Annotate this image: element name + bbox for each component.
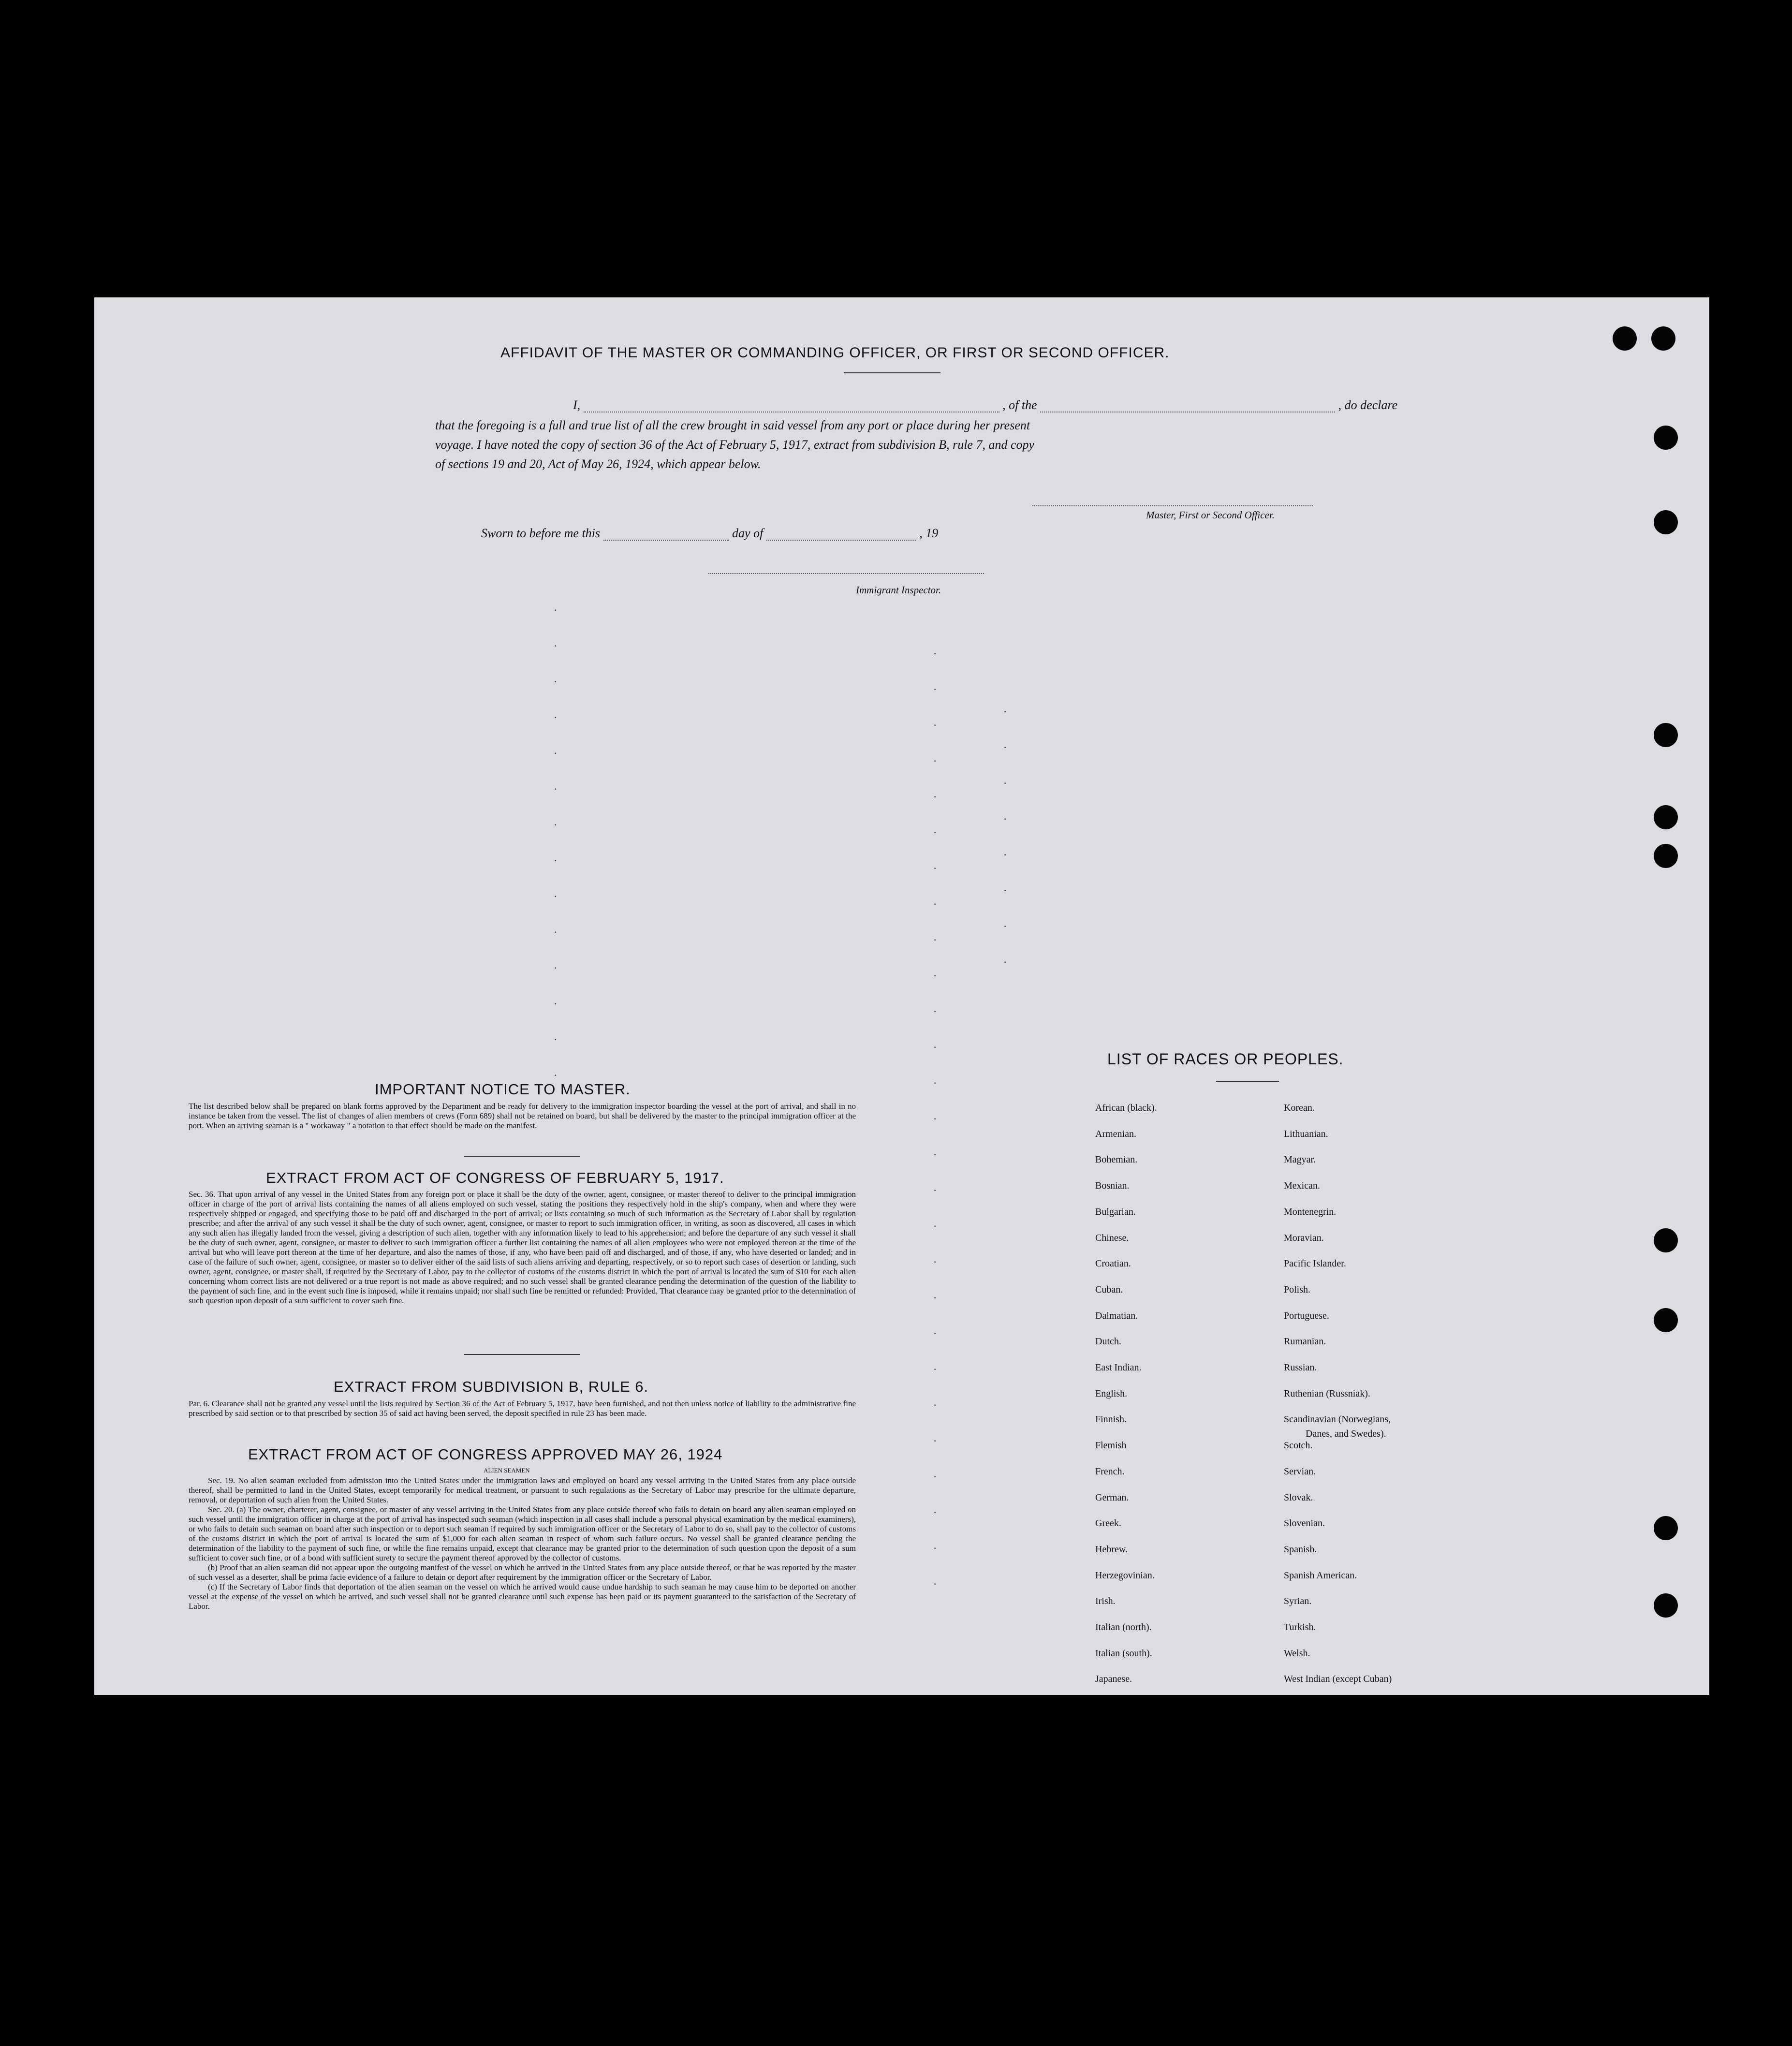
races-divider (1216, 1081, 1279, 1082)
extract-1924-sec20b: (b) Proof that an alien seaman did not appear upon the outgoing manifest of the vessel on which he arrived in the United States from any place outside thereof, or that he was reported by the master of such vessel as a deserter, shall be prima facie evidence of a failure to detain or deport after requirement by the immigration officer or the Secretary of Labor. (189, 1563, 856, 1582)
race-item: Pacific Islander. (1284, 1258, 1346, 1269)
race-item: Scandinavian (Norwegians, (1284, 1414, 1391, 1425)
race-item: Bulgarian. (1095, 1206, 1136, 1217)
race-item: Slovak. (1284, 1492, 1313, 1503)
race-item: Scotch. (1284, 1440, 1313, 1451)
race-item: Syrian. (1284, 1596, 1312, 1607)
ruling-dots: · · · · · · · · (1003, 706, 1007, 968)
sworn-month-field[interactable] (766, 540, 916, 541)
race-item: Mexican. (1284, 1180, 1320, 1192)
extract-1917-title: EXTRACT FROM ACT OF CONGRESS OF FEBRUARY 5, 1917. (266, 1169, 724, 1186)
punch-hole-icon (1654, 1516, 1678, 1540)
race-item: Portuguese. (1284, 1310, 1329, 1321)
punch-hole-icon (1654, 1593, 1678, 1618)
race-item: Finnish. (1095, 1414, 1127, 1425)
race-item: Russian. (1284, 1362, 1317, 1373)
title-divider (844, 372, 940, 373)
ruling-dots: · · · · · · · · · · · · · · (554, 604, 558, 1081)
race-item: Polish. (1284, 1284, 1311, 1295)
race-item: Lithuanian. (1284, 1128, 1328, 1139)
race-item: Moravian. (1284, 1232, 1324, 1243)
race-item: Greek. (1095, 1518, 1121, 1529)
punch-hole-icon (1654, 1308, 1678, 1332)
notice-divider (464, 1156, 580, 1157)
race-item: Dalmatian. (1095, 1310, 1138, 1321)
race-item: Chinese. (1095, 1232, 1129, 1243)
race-continuation: Danes, and Swedes). (1306, 1428, 1386, 1439)
extract-rule6-title: EXTRACT FROM SUBDIVISION B, RULE 6. (334, 1378, 649, 1395)
sworn-day-field[interactable] (603, 540, 729, 541)
race-item: French. (1095, 1466, 1125, 1477)
extract-rule6-body: Par. 6. Clearance shall not be granted any vessel until the lists required by Section 36 of the Act of February 5, 1917, have been furnished, and not then unless notice of liability to the administrative fine prescribed by said section or to that prescribed by section 35 of said act having been served, the deposit specified in rule 23 has been made. (189, 1399, 856, 1418)
race-item: Bosnian. (1095, 1180, 1130, 1192)
affidavit-line-2: that the foregoing is a full and true list of all the crew brought in said vessel from any port or place during her present (435, 418, 1030, 432)
inspector-caption: Immigrant Inspector. (856, 584, 941, 596)
race-item: English. (1095, 1388, 1128, 1399)
extract-1924-sec20c: (c) If the Secretary of Labor finds that deportation of the alien seaman on the vessel on which he arrived would cause undue hardship to such seaman he may cause him to be deported on another vessel at the expense of the vessel on which he arrived, and such vessel shall not be granted clearance until such expense has been paid or its payment guaranteed to the satisfaction of the Secretary of Labor. (189, 1582, 856, 1611)
race-item: East Indian. (1095, 1362, 1142, 1373)
punch-hole-icon (1654, 1228, 1678, 1252)
sworn-prefix: Sworn to before me this (481, 526, 601, 540)
race-item: Spanish American. (1284, 1570, 1357, 1581)
punch-hole-icon (1654, 510, 1678, 534)
race-item: Spanish. (1284, 1544, 1317, 1555)
race-item: Montenegrin. (1284, 1206, 1337, 1217)
races-title: LIST OF RACES OR PEOPLES. (1107, 1050, 1344, 1068)
race-item: Croatian. (1095, 1258, 1131, 1269)
punch-hole-icon (1654, 844, 1678, 868)
race-item: Armenian. (1095, 1128, 1136, 1139)
ruling-dots: · · · · · · · · · · · · · · · · · · · · · · · · · · · (933, 648, 937, 1590)
punch-hole-icon (1651, 326, 1675, 351)
affidavit-of-the-label: , of the (1002, 398, 1037, 412)
inspector-signature-field[interactable] (708, 573, 984, 574)
race-item: Cuban. (1095, 1284, 1123, 1295)
affidavit-title: AFFIDAVIT OF THE MASTER OR COMMANDING OFFICER, OR FIRST OR SECOND OFFICER. (500, 345, 1170, 361)
race-item: Dutch. (1095, 1336, 1121, 1347)
affidavit-line-1 (481, 398, 1397, 412)
race-item: Italian (north). (1095, 1622, 1152, 1633)
extract-1917-body: Sec. 36. That upon arrival of any vessel in the United States from any foreign port or place it shall be the duty of the owner, agent, consignee, or master thereof to deliver to the principal immigration officer in charge of the port of arrival lists containing the names of all aliens employed on such vessel, stating the positions they respectively hold in the ship's company, when and where they were respectively shipped or engaged, and specifying those to be paid off and discharged in the port of arrival; or lists containing so much of such information as the Secretary of Labor shall by regulation prescribe; and after the arrival of any such vessel it shall be the duty of such owner, agent, consignee, or master to report to such immigration officer, in writing, as soon as discovered, all cases in which any such alien has illegally landed from the vessel, giving a description of such alien, together with any information likely to lead to his apprehension; and before the departure of any such vessel it shall be the duty of such owner, agent, consignee, or master to deliver to such immigration officer a further list containing the names of all alien employees who were not employed thereon at the time of the arrival but who will leave port thereon at the time of her departure, and also the names of those, if any, who have been paid off and discharged, and of those, if any, who have deserted or landed; and in case of the failure of such owner, agent, consignee, or master so to deliver either of the said lists of such aliens arriving and departing, respectively, or so to report such cases of desertion or landing, such owner, agent, consignee, or master shall, if required by the Secretary of Labor, pay to the collector of customs of the customs district in which the port of arrival is located the sum of $10 for each alien concerning whom correct lists are not delivered or a true report is not made as above required; and no such vessel shall be granted clearance pending the determination of the question of the liability to the payment of such fine, and in the event such fine is imposed, while it remains unpaid; nor shall such fine be remitted or refunded: Provided, That clearance may be granted prior to the determination of such question upon deposit of a sum sufficient to cover such fine. (189, 1190, 856, 1305)
affidavit-i-label: I, (573, 398, 581, 412)
race-item: Irish. (1095, 1596, 1116, 1607)
race-item: Herzegovinian. (1095, 1570, 1155, 1581)
race-item: Rumanian. (1284, 1336, 1326, 1347)
race-item: West Indian (except Cuban) (1284, 1674, 1392, 1685)
race-item: German. (1095, 1492, 1129, 1503)
punch-hole-icon (1654, 723, 1678, 747)
sworn-line (481, 526, 938, 541)
race-item: Italian (south). (1095, 1648, 1152, 1659)
extract-1924-title: EXTRACT FROM ACT OF CONGRESS APPROVED MAY 26, 1924 (248, 1446, 723, 1463)
extract-1924-subtitle: ALIEN SEAMEN (484, 1467, 530, 1474)
extract-1924-sec19: Sec. 19. No alien seaman excluded from admission into the United States under the immigration laws and employed on board any vessel arriving in the United States from any place outside thereof, shall be permitted to land in the United States, except temporarily for medical treatment, or pursuant to such regulations as the Secretary of Labor may prescribe for the ultimate departure, removal, or deportation of such alien from the United States. (189, 1476, 856, 1504)
punch-hole-icon (1654, 426, 1678, 450)
affidavit-declare-label: , do declare (1338, 398, 1398, 412)
race-item: Servian. (1284, 1466, 1316, 1477)
notice-body: The list described below shall be prepared on blank forms approved by the Department and be ready for delivery to the immigration inspector boarding the vessel at the port of arrival, and shall in no instance be taken from the vessel. The list of changes of alien members of crews (Form 689) shall not be retained on board, but shall be delivered by the master to the principal immigration officer at the port. When an arriving seaman is a " workaway " a notation to that effect should be made on the manifest. (189, 1102, 856, 1130)
race-item: African (black). (1095, 1103, 1157, 1113)
sworn-year-label: , 19 (919, 526, 939, 540)
race-item: Hebrew. (1095, 1544, 1128, 1555)
master-signature-caption: Master, First or Second Officer. (1146, 509, 1275, 521)
race-item: Slovenian. (1284, 1518, 1325, 1529)
extract-1924-sec20a: Sec. 20. (a) The owner, charterer, agent, consignee, or master of any vessel arriving in the United States from any place outside thereof who fails to detain on board any alien seaman employed on such vessel until the immigration officer in charge at the port of arrival has inspected such seaman (which inspection in all cases shall include a personal physical examination by the medical examiners), or who fails to detain such seaman on board after such inspection or to deport such seaman if required by such immigration officer or the Secretary of Labor to do so, shall pay to the collector of customs of the customs district in which the port of arrival is located the sum of $1,000 for each alien seaman in respect of whom such failure occurs. No vessel shall be granted clearance pending the determination of the liability to the payment of such fine, or while the fine remains unpaid, except that clearance may be granted prior to the determination of such question upon the deposit of a sum sufficient to cover such fine, or of a bond with sufficient surety to secure the payment thereof approved by the collector of customs. (189, 1505, 856, 1562)
punch-hole-icon (1613, 326, 1637, 351)
affidavit-line-4: of sections 19 and 20, Act of May 26, 1924, which appear below. (435, 457, 761, 471)
race-item: Bohemian. (1095, 1154, 1138, 1165)
notice-title: IMPORTANT NOTICE TO MASTER. (375, 1081, 631, 1098)
race-item: Flemish (1095, 1440, 1127, 1451)
race-item: Japanese. (1095, 1674, 1132, 1685)
race-item: Magyar. (1284, 1154, 1316, 1165)
sworn-day-label: day of (732, 526, 764, 540)
affidavit-line-3: voyage. I have noted the copy of section 36 of the Act of February 5, 1917, extract from subdivision B, rule 7, and copy (435, 438, 1035, 452)
race-item: Ruthenian (Russniak). (1284, 1388, 1370, 1399)
race-item: Welsh. (1284, 1648, 1310, 1659)
extract-1924-body (189, 1476, 856, 1611)
race-item: Korean. (1284, 1103, 1315, 1113)
form-page (94, 297, 1709, 1695)
punch-hole-icon (1654, 805, 1678, 829)
race-item: Turkish. (1284, 1622, 1316, 1633)
master-signature-field[interactable] (1032, 505, 1313, 506)
extract-1917-divider (464, 1354, 580, 1355)
